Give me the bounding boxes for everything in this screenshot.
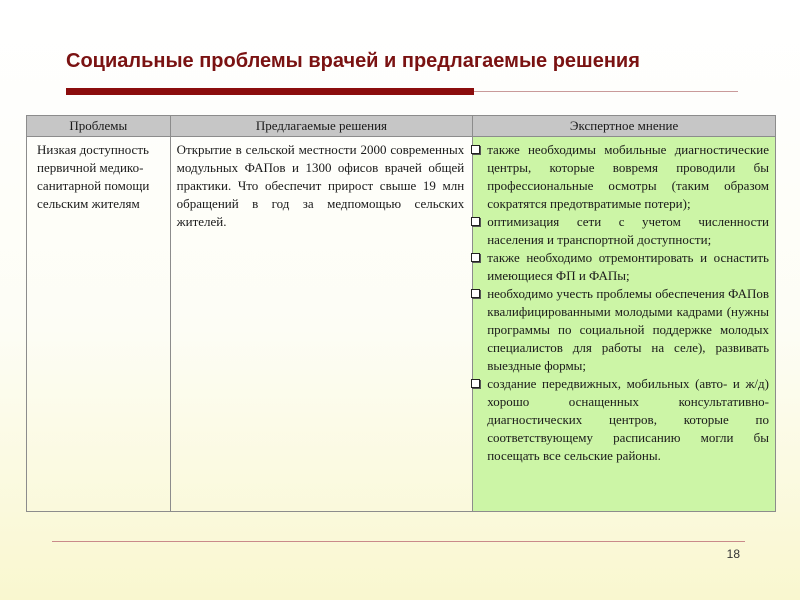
solution-cell: Открытие в сельской местности 2000 современных модульных ФАПов и 1300 офисов врачей общей практики. Что обеспечит прирост свыше 19 млн обращений в год за медпомощью сельских жителей.: [170, 137, 473, 512]
list-item-text: также необходимы мобильные диагностические центры, которые вовремя проводили бы профессиональные осмотры (таким образом сократятся предотвратимые потери);: [487, 142, 769, 211]
checkbox-bullet-icon: [471, 217, 480, 226]
problems-table: [26, 115, 776, 512]
title-underline-bar: [66, 88, 474, 95]
list-item-text: создание передвижных, мобильных (авто- и ж/д) хорошо оснащенных консультативно-диагностических центров, которые по соответствующему расписанию могли бы посещать все сельские районы.: [487, 376, 769, 463]
table-header-row: [27, 116, 776, 137]
list-item: [479, 375, 769, 465]
page-number: 18: [726, 547, 740, 561]
problems-table-container: [26, 115, 776, 512]
list-item: [479, 213, 769, 249]
slide-title: Социальные проблемы врачей и предлагаемые решения: [66, 50, 640, 72]
list-item: [479, 249, 769, 285]
list-item-text: также необходимо отремонтировать и оснастить имеющиеся ФП и ФАПы;: [487, 250, 769, 283]
checkbox-bullet-icon: [471, 379, 480, 388]
title-underline-line: [474, 91, 738, 92]
expert-opinion-list: [479, 141, 769, 465]
expert-opinion-cell: [473, 137, 776, 512]
header-problems: Проблемы: [27, 116, 171, 137]
header-expert-opinion: Экспертное мнение: [473, 116, 776, 137]
checkbox-bullet-icon: [471, 145, 480, 154]
list-item-text: необходимо учесть проблемы обеспечения ФАПов квалифицированными молодыми кадрами (нужны программы по социальной поддержке молодых специалистов для работы на селе), развивать выездные формы;: [487, 286, 769, 373]
list-item-text: оптимизация сети с учетом численности населения и транспортной доступности;: [487, 214, 769, 247]
checkbox-bullet-icon: [471, 289, 480, 298]
list-item: [479, 285, 769, 375]
header-solutions: Предлагаемые решения: [170, 116, 473, 137]
list-item: [479, 141, 769, 213]
footer-divider: [52, 541, 745, 542]
table-row: [27, 137, 776, 512]
problem-cell: Низкая доступность первичной медико-санитарной помощи сельским жителям: [27, 137, 171, 512]
checkbox-bullet-icon: [471, 253, 480, 262]
